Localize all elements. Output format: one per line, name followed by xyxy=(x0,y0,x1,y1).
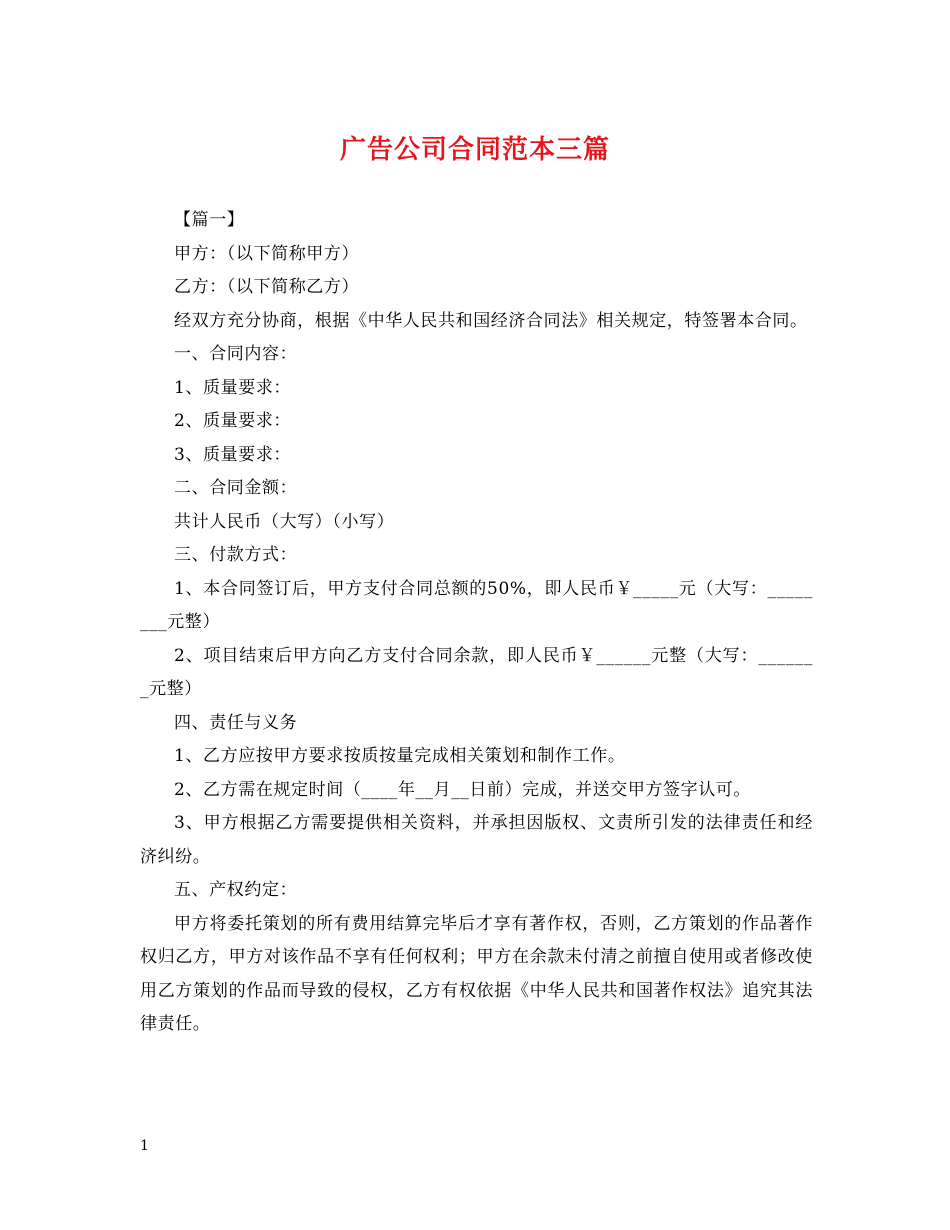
paragraph: 甲方：（以下简称甲方） xyxy=(174,243,360,264)
paragraph: 2、项目结束后甲方向乙方支付合同余款，即人民币￥______元整（大写：_______元整） xyxy=(140,645,813,699)
paragraph: 1、乙方应按甲方要求按质按量完成相关策划和制作工作。 xyxy=(174,746,626,766)
paragraph: 四、责任与义务 xyxy=(174,712,298,733)
document-title: 广告公司合同范本三篇 xyxy=(339,135,610,165)
paragraph: 一、合同内容： xyxy=(174,344,298,364)
paragraph: 乙方：（以下简称乙方） xyxy=(174,277,360,297)
paragraph: 2、乙方需在规定时间（____年__月__日前）完成，并送交甲方签字认可。 xyxy=(174,779,752,800)
page-number: 1 xyxy=(140,1138,149,1154)
document-body xyxy=(140,204,813,1042)
paragraph: 五、产权约定： xyxy=(174,880,298,900)
paragraph: 三、付款方式： xyxy=(174,545,298,565)
paragraph: 甲方将委托策划的所有费用结算完毕后才享有著作权，否则，乙方策划的作品著作权归乙方，甲方对该作品不享有任何权利；甲方在余款未付清之前擅自使用或者修改使用乙方策划的作品而导致的侵权，乙方有权依据《中华人民共和国著作权法》追究其法律责任。 xyxy=(140,913,813,1034)
paragraph: 二、合同金额： xyxy=(174,478,298,498)
paragraph: 经双方充分协商，根据《中华人民共和国经济合同法》相关规定，特签署本合同。 xyxy=(174,310,808,331)
paragraph: 【篇一】 xyxy=(174,210,245,230)
paragraph: 2、质量要求： xyxy=(174,411,292,431)
paragraph: 3、质量要求： xyxy=(174,444,292,465)
paragraph: 共计人民币（大写）（小写） xyxy=(174,511,395,532)
paragraph: 1、质量要求： xyxy=(174,377,292,398)
paragraph: 3、甲方根据乙方需要提供相关资料，并承担因版权、文责所引发的法律责任和经济纠纷。 xyxy=(140,813,813,867)
paragraph: 1、本合同签订后，甲方支付合同总额的50%，即人民币￥_____元（大写：________元整） xyxy=(140,578,813,632)
